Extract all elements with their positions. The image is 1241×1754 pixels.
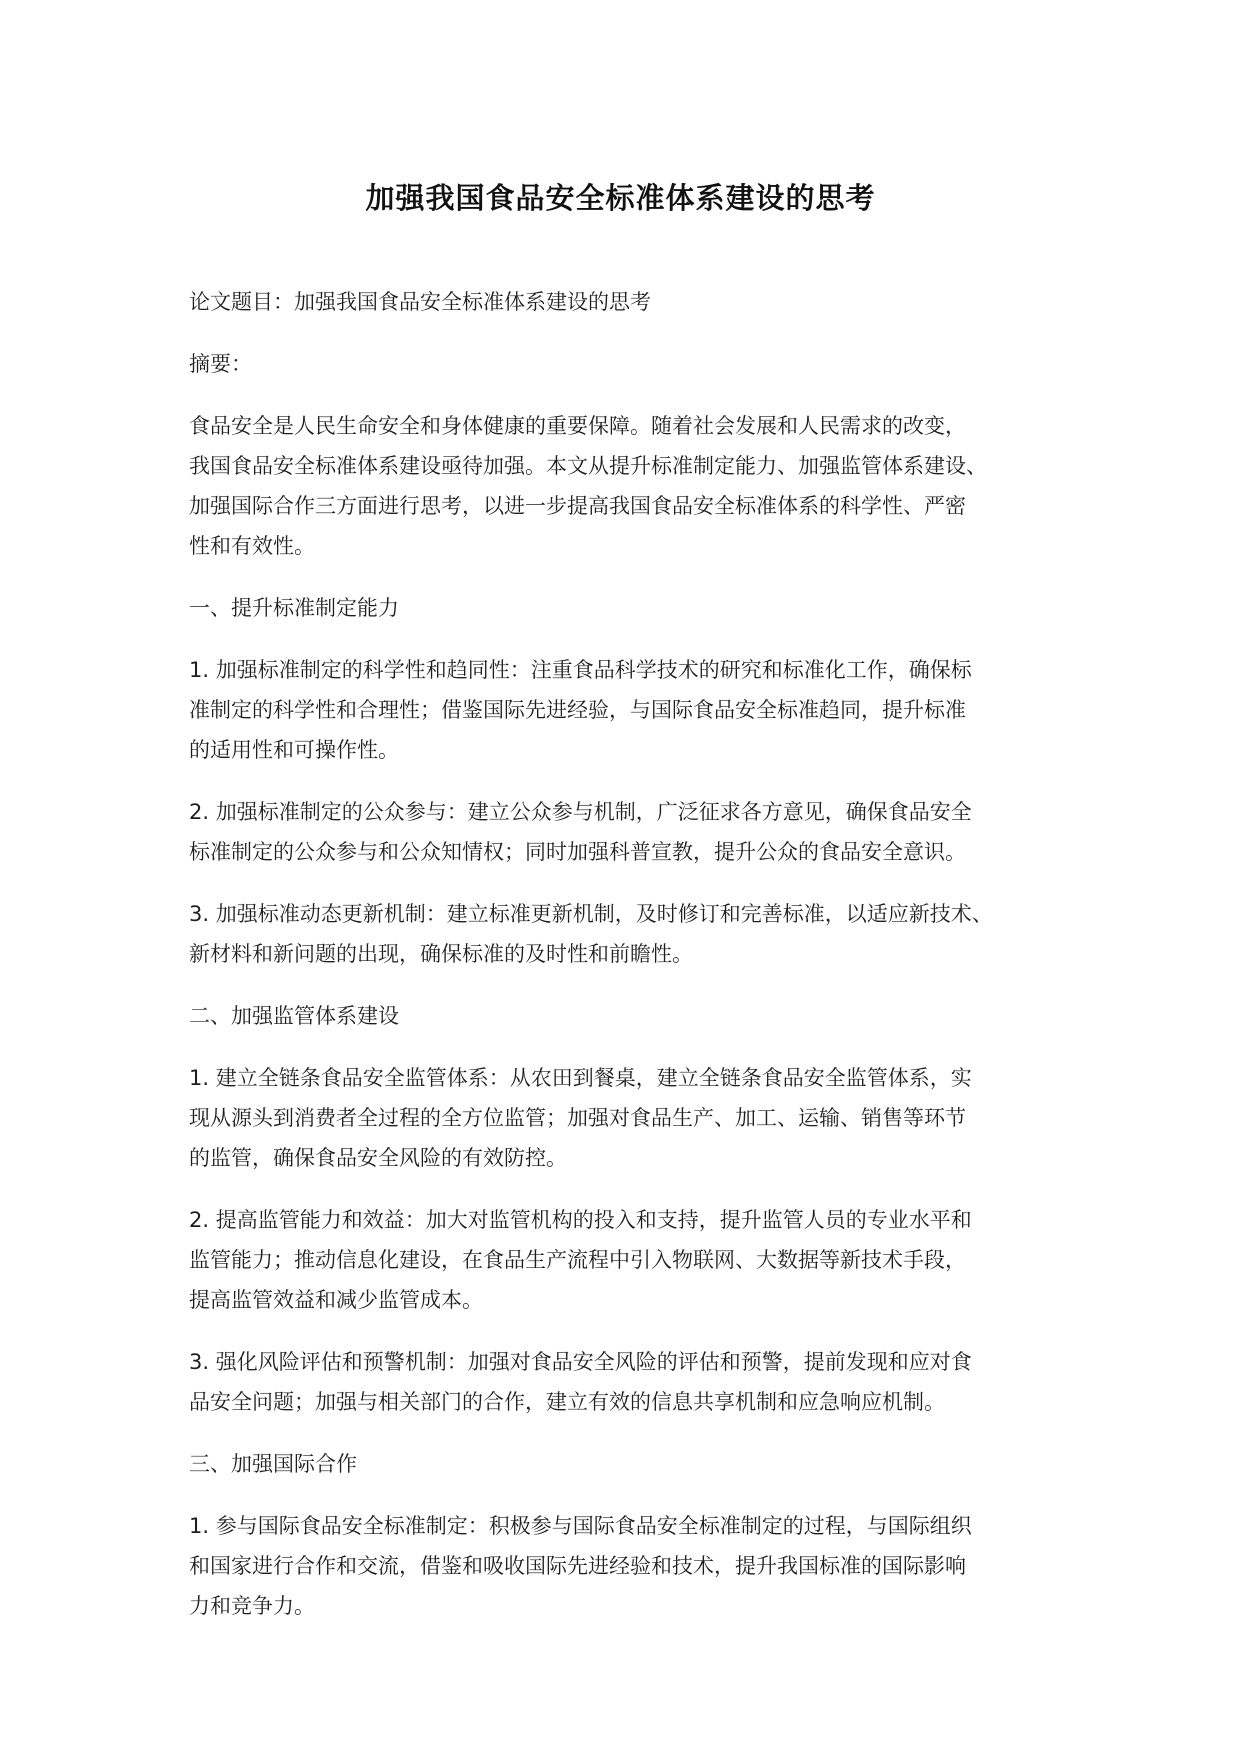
paragraph-line: 的适用性和可操作性。: [189, 738, 399, 762]
document-title: 加强我国食品安全标准体系建设的思考: [365, 181, 876, 215]
section2-item-1: [189, 1058, 1069, 1178]
paragraph-line: 2. 提高监管能力和效益：加大对监管机构的投入和支持，提升监管人员的专业水平和: [189, 1208, 972, 1232]
paragraph-line: 1. 参与国际食品安全标准制定：积极参与国际食品安全标准制定的过程，与国际组织: [189, 1514, 972, 1538]
abstract-line: 我国食品安全标准体系建设亟待加强。本文从提升标准制定能力、加强监管体系建设、: [189, 454, 987, 478]
paragraph-line: 提高监管效益和减少监管成本。: [189, 1288, 483, 1312]
abstract-paragraph: [189, 406, 1069, 566]
abstract-label: 摘要：: [189, 352, 252, 376]
paragraph-line: 和国家进行合作和交流，借鉴和吸收国际先进经验和技术，提升我国标准的国际影响: [189, 1554, 966, 1578]
paragraph-line: 2. 加强标准制定的公众参与：建立公众参与机制，广泛征求各方意见，确保食品安全: [189, 800, 972, 824]
paragraph-line: 准制定的科学性和合理性；借鉴国际先进经验，与国际食品安全标准趋同，提升标准: [189, 698, 966, 722]
paragraph-line: 1. 建立全链条食品安全监管体系：从农田到餐桌，建立全链条食品安全监管体系，实: [189, 1066, 972, 1090]
section-heading-1: 一、提升标准制定能力: [189, 596, 399, 620]
paragraph-line: 新材料和新问题的出现，确保标准的及时性和前瞻性。: [189, 942, 693, 966]
document-body: [189, 282, 1069, 1648]
section3-item-1: [189, 1506, 1069, 1626]
paragraph-line: 监管能力；推动信息化建设，在食品生产流程中引入物联网、大数据等新技术手段，: [189, 1248, 966, 1272]
abstract-line: 加强国际合作三方面进行思考，以进一步提高我国食品安全标准体系的科学性、严密: [189, 494, 966, 518]
paragraph-line: 标准制定的公众参与和公众知情权；同时加强科普宣教，提升公众的食品安全意识。: [189, 840, 966, 864]
paragraph-line: 1. 加强标准制定的科学性和趋同性：注重食品科学技术的研究和标准化工作，确保标: [189, 658, 972, 682]
abstract-line: 食品安全是人民生命安全和身体健康的重要保障。随着社会发展和人民需求的改变，: [189, 414, 966, 438]
section1-item-1: [189, 650, 1069, 770]
section1-item-2: [189, 792, 1069, 872]
section2-item-3: [189, 1342, 1069, 1422]
paragraph-line: 现从源头到消费者全过程的全方位监管；加强对食品生产、加工、运输、销售等环节: [189, 1106, 966, 1130]
paragraph-line: 力和竞争力。: [189, 1594, 315, 1618]
paragraph-line: 3. 强化风险评估和预警机制：加强对食品安全风险的评估和预警，提前发现和应对食: [189, 1350, 972, 1374]
section-heading-3: 三、加强国际合作: [189, 1452, 357, 1476]
abstract-line: 性和有效性。: [189, 534, 315, 558]
paragraph-line: 的监管，确保食品安全风险的有效防控。: [189, 1146, 567, 1170]
paragraph-line: 3. 加强标准动态更新机制：建立标准更新机制，及时修订和完善标准，以适应新技术、: [189, 902, 993, 926]
section1-item-3: [189, 894, 1069, 974]
section2-item-2: [189, 1200, 1069, 1320]
paper-title-line: 论文题目：加强我国食品安全标准体系建设的思考: [189, 290, 651, 314]
section-heading-2: 二、加强监管体系建设: [189, 1004, 399, 1028]
paragraph-line: 品安全问题；加强与相关部门的合作，建立有效的信息共享机制和应急响应机制。: [189, 1390, 945, 1414]
